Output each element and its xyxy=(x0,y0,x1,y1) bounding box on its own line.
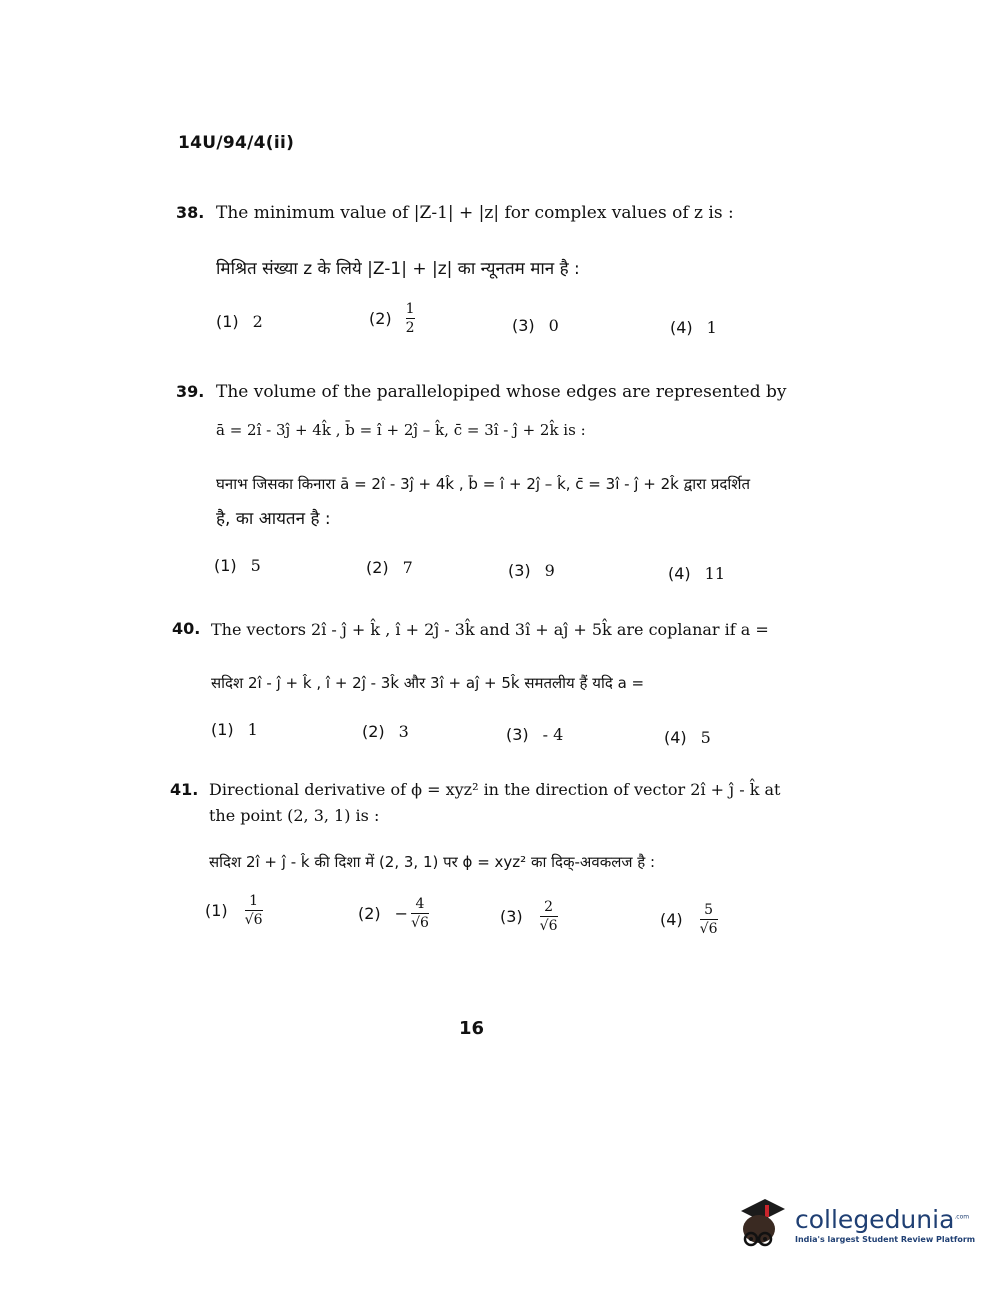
option-label: (1) xyxy=(211,720,234,739)
option-value: 2 xyxy=(252,312,263,331)
question-41-option-2 xyxy=(358,897,429,930)
option-label: (4) xyxy=(664,728,687,747)
mascot-icon xyxy=(735,1195,787,1255)
question-41-english-line1: Directional derivative of ϕ = xyz² in the direction of vector 2î + ĵ - k̂ at xyxy=(209,780,781,799)
option-label: (1) xyxy=(205,901,228,920)
question-41-option-4 xyxy=(660,903,718,936)
option-value: 9 xyxy=(544,561,555,580)
option-label: (3) xyxy=(512,316,535,335)
fraction-bar xyxy=(245,910,263,911)
page-number: 16 xyxy=(459,1018,485,1039)
question-39-hindi-line2: है, का आयतन है : xyxy=(216,509,331,529)
option-expression xyxy=(242,894,263,927)
question-39-option-1 xyxy=(214,556,261,575)
collegedunia-watermark xyxy=(735,1195,975,1255)
question-39-english-line1: The volume of the parallelopiped whose edges are represented by xyxy=(216,382,787,402)
question-40-hindi: सदिश 2î - ĵ + k̂ , î + 2ĵ - 3k̂ और 3î + aĵ + 5k̂ समतलीय हैं यदि a = xyxy=(211,674,645,692)
option-value: 5 xyxy=(250,556,261,575)
option-value: 7 xyxy=(402,558,413,577)
question-38-option-2 xyxy=(369,302,415,335)
option-value: 1 xyxy=(247,720,258,739)
question-40-option-1 xyxy=(211,720,258,739)
fraction-denominator: √6 xyxy=(411,915,429,931)
option-label: (4) xyxy=(670,318,693,337)
fraction-denominator: √6 xyxy=(699,921,718,937)
fraction-numerator: 1 xyxy=(249,893,259,909)
question-39-option-3 xyxy=(508,561,555,580)
question-41-hindi: सदिश 2î + ĵ - k̂ की दिशा में (2, 3, 1) पर ϕ = xyz² का दिक्-अवकलज है : xyxy=(209,853,656,871)
option-value: 3 xyxy=(398,722,409,741)
option-expression xyxy=(697,903,718,936)
fraction-bar xyxy=(406,318,415,319)
question-38-option-4 xyxy=(670,318,717,337)
question-38-hindi: मिश्रित संख्या z के लिये |Z-1| + |z| का न्यूनतम मान है : xyxy=(216,259,580,279)
question-38-english: The minimum value of |Z-1| + |z| for complex values of z is : xyxy=(216,203,734,223)
logo-text xyxy=(795,1204,976,1244)
question-39-hindi-line1: घनाभ जिसका किनारा ā = 2î - 3ĵ + 4k̂ , b̄ = î + 2ĵ – k̂, c̄ = 3î - ĵ + 2k̂ द्वारा प्रदर्शित xyxy=(216,475,751,493)
option-label: (3) xyxy=(500,907,523,926)
option-label: (2) xyxy=(358,904,381,923)
option-label: (2) xyxy=(362,722,385,741)
question-41-option-1 xyxy=(205,894,263,927)
fraction-numerator: 4 xyxy=(415,896,425,912)
fraction-denominator: √6 xyxy=(244,912,263,928)
option-fraction xyxy=(406,302,415,335)
option-expression xyxy=(395,897,429,930)
option-fraction xyxy=(411,897,429,930)
option-value: 5 xyxy=(700,728,711,747)
question-38-option-1 xyxy=(216,312,263,331)
option-label: (4) xyxy=(660,910,683,929)
fraction-bar xyxy=(700,919,718,920)
option-value: 1 xyxy=(706,318,717,337)
question-40-option-4 xyxy=(664,728,711,747)
option-value: 0 xyxy=(548,316,559,335)
question-40-english: The vectors 2î - ĵ + k̂ , î + 2ĵ - 3k̂ and 3î + aĵ + 5k̂ are coplanar if a = xyxy=(211,620,769,639)
question-39-english-line2: ā = 2î - 3ĵ + 4k̂ , b̄ = î + 2ĵ – k̂, c̄ = 3î - ĵ + 2k̂ is : xyxy=(216,421,586,439)
option-label: (2) xyxy=(366,558,389,577)
option-fraction xyxy=(700,903,718,936)
question-41-number: 41. xyxy=(170,780,199,799)
question-40-option-2 xyxy=(362,722,409,741)
question-41-option-3 xyxy=(500,900,558,933)
fraction-numerator: 5 xyxy=(704,902,714,918)
option-label: (1) xyxy=(216,312,239,331)
paper-code: 14U/94/4(ii) xyxy=(178,133,295,153)
option-label: (1) xyxy=(214,556,237,575)
question-38-number: 38. xyxy=(176,203,205,222)
question-39-option-4 xyxy=(668,564,725,583)
option-expression xyxy=(537,900,558,933)
brand-suffix: .com xyxy=(954,1213,970,1221)
option-value: 11 xyxy=(704,564,726,583)
question-39-option-2 xyxy=(366,558,413,577)
logo-brand xyxy=(795,1204,975,1234)
option-label: (3) xyxy=(506,725,529,744)
fraction-bar xyxy=(411,913,429,914)
fraction-denominator: 2 xyxy=(405,320,415,336)
option-label: (4) xyxy=(668,564,691,583)
option-label: (3) xyxy=(508,561,531,580)
option-value: - 4 xyxy=(542,725,564,744)
question-41-english-line2: the point (2, 3, 1) is : xyxy=(209,806,380,825)
option-label: (2) xyxy=(369,309,392,328)
brand-name: collegedunia xyxy=(795,1204,955,1234)
question-40-number: 40. xyxy=(172,619,201,638)
fraction-bar xyxy=(540,916,558,917)
fraction-numerator: 2 xyxy=(544,899,554,915)
option-sign: − xyxy=(394,904,409,923)
fraction-denominator: √6 xyxy=(539,918,558,934)
question-39-number: 39. xyxy=(176,382,205,401)
option-fraction xyxy=(245,894,263,927)
question-40-option-3 xyxy=(506,725,563,744)
option-fraction xyxy=(540,900,558,933)
question-38-option-3 xyxy=(512,316,559,335)
fraction-numerator: 1 xyxy=(405,301,415,317)
logo-tagline: India's largest Student Review Platform xyxy=(795,1234,976,1244)
